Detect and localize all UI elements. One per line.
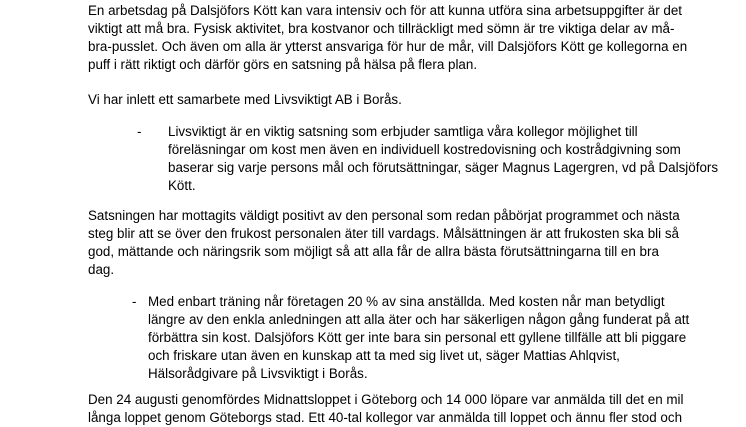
bullet-quote-ahlqvist: [148, 293, 689, 383]
text-line: bra-pusslet. Och även om alla är ytterst ansvariga för hur de mår, vill Dalsjöfors Kött ge kollegorna en: [88, 39, 688, 54]
paragraph-collaboration: [88, 91, 402, 109]
paragraph-midnattsloppet: [88, 391, 684, 427]
bullet-quote-lagergren: [168, 123, 718, 195]
bullet-marker: -: [132, 294, 137, 309]
text-line: Med enbart träning når företagen 20 % av sina anställda. Med kosten når man betydligt: [148, 294, 665, 309]
text-line: En arbetsdag på Dalsjöfors Kött kan vara intensiv och för att kunna utföra sina arbetsuppgifter är det: [88, 3, 682, 18]
paragraph-breakfast: [88, 207, 680, 279]
text-line: Den 24 augusti genomfördes Midnattsloppet i Göteborg och 14 000 löpare var anmälda till det en mil: [88, 392, 684, 407]
text-line: Kött.: [168, 178, 196, 193]
text-line: och friskare utan även en kunskap att ta med sig livet ut, säger Mattias Ahlqvist,: [148, 348, 620, 363]
text-line: puff i rätt riktigt och därför görs en satsning på hälsa på flera plan.: [88, 57, 478, 72]
text-line: Vi har inlett ett samarbete med Livsviktigt AB i Borås.: [88, 92, 402, 107]
paragraph-intro: [88, 2, 687, 74]
text-line: baserar sig varje persons mål och förutsättningar, säger Magnus Lagergren, vd på Dalsjöfors: [168, 160, 719, 175]
text-line: god, mättande och näringsrik som möjligt så att alla får de allra bästa förutsättningarna till en bra: [88, 244, 659, 259]
text-line: viktigt att må bra. Fysisk aktivitet, bra kostvanor och tillräckligt med sömn är tre viktiga delar av må-: [88, 21, 675, 36]
text-line: Livsviktigt är en viktig satsning som erbjuder samtliga våra kollegor möjlighet till: [168, 124, 638, 139]
text-line: förbättra sin kost. Dalsjöfors Kött ger inte bara sin personal ett gyllene tillfälle att bli piggare: [148, 330, 687, 345]
text-line: föreläsningar om kost men även en individuell kostredovisning och kostrådgivning som: [168, 142, 681, 157]
text-line: längre av den enkla anledningen att alla äter och har säkerligen någon gång funderat på att: [148, 312, 690, 327]
text-line: långa loppet genom Göteborgs stad. Ett 40-tal kollegor var anmälda till loppet och ännu fler stod och: [88, 410, 683, 425]
text-line: Hälsorådgivare på Livsviktigt i Borås.: [148, 366, 368, 381]
text-line: steg blir att se över den frukost personalen äter till vardags. Målsättningen är att frukosten ska bli så: [88, 226, 679, 241]
bullet-marker: -: [137, 124, 142, 139]
text-line: Satsningen har mottagits väldigt positivt av den personal som redan påbörjat programmet och nästa: [88, 208, 680, 223]
text-line: dag.: [88, 262, 115, 277]
